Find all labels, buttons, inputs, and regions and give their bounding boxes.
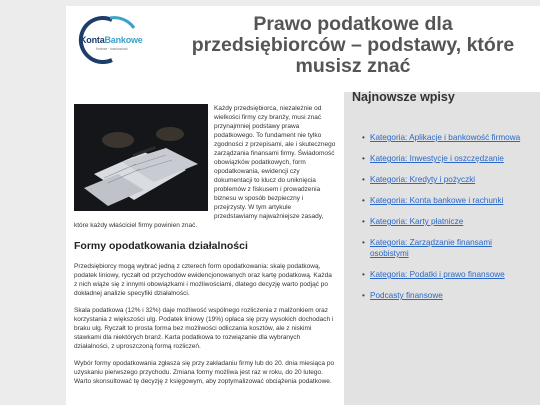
article-paragraph: Skala podatkowa (12% i 32%) daje możliwość wspólnego rozliczenia z małżonkiem oraz korzystania z większości ulg. Podatek liniowy (19%) opłaca się przy wysokich dochodach i braku ulg. Ryczałt to prosta forma bez możliwości odliczania kosztów, ale z niskimi stawkami dla niektórych branż. Karta podatkowa to rozwiązanie dla wybranych działalności, z uproszczoną formą rozliczeń.: [74, 307, 334, 350]
list-item: [344, 269, 540, 280]
bullet-icon: •: [362, 154, 365, 163]
recent-post-link[interactable]: Kategoria: Podatki i prawo finansowe: [370, 270, 505, 279]
article-intro: Każdy przedsiębiorca, niezależnie od wielkości firmy czy branży, musi znać przynajmniej podstawy prawa podatkowego. To fundament nie tylko zgodności z przepisami, ale i skutecznego zarządzania finansami firmy. Świadomość obowiązków podatkowych, form opodatkowania, ewidencji czy dokumentacji to klucz do uniknięcia problemów z fiskusem i prowadzenia biznesu w sposób bezpieczny i przejrzysty. W tym artykule przedstawiamy najważniejsze zasady, które każdy właściciel firmy powinien znać.: [74, 105, 336, 229]
recent-post-link[interactable]: Kategoria: Zarządzanie finansami osobistymi: [370, 238, 492, 258]
recent-post-link[interactable]: Kategoria: Karty płatnicze: [370, 217, 464, 226]
list-item: [344, 174, 540, 185]
list-item: [344, 153, 540, 164]
section-heading: Formy opodatkowania działalności: [74, 240, 248, 252]
list-item: [344, 237, 540, 259]
documents-photo-icon: [74, 104, 208, 211]
site-logo[interactable]: [74, 14, 152, 64]
bullet-icon: •: [362, 196, 365, 205]
article-paragraph: Wybór formy opodatkowania zgłasza się przy zakładaniu firmy lub do 20. dnia miesiąca po uzyskaniu pierwszego przychodu. Zmiana formy możliwa jest raz w roku, do 20 lutego. Warto skonsultować tę decyzję z księgowym, aby zoptymalizować obciążenia podatkowe.: [74, 360, 335, 385]
recent-post-link[interactable]: Kategoria: Aplikacje i bankowość firmowa: [370, 133, 521, 142]
recent-post-link[interactable]: Podcasty finansowe: [370, 291, 443, 300]
sidebar-title: Najnowsze wpisy: [352, 90, 455, 104]
article-paragraph: Przedsiębiorcy mogą wybrać jedną z czterech form opodatkowania: skalę podatkową, podatek liniowy, ryczałt od przychodów ewidencjonowanych oraz kartę podatkową. Każda z nich wiąże się z innymi obowiązkami i możliwościami, dlatego decyzję warto podjąć po dokładnej analizie specyfiki działalności.: [74, 263, 332, 297]
list-item: [344, 195, 540, 206]
article-body: [74, 104, 336, 394]
bullet-icon: •: [362, 238, 365, 247]
bullet-icon: •: [362, 133, 365, 142]
list-item: [344, 290, 540, 301]
logo-subtitle: finanse · bankowość: [96, 47, 128, 51]
list-item: [344, 216, 540, 227]
logo-text: KontaBankowe: [80, 35, 143, 45]
bullet-icon: •: [362, 270, 365, 279]
sidebar: [344, 92, 540, 405]
list-item: [344, 132, 540, 143]
page-title: Prawo podatkowe dla przedsiębiorców – podstawy, które musisz znać: [191, 13, 515, 77]
bullet-icon: •: [362, 217, 365, 226]
recent-post-link[interactable]: Kategoria: Inwestycje i oszczędzanie: [370, 154, 504, 163]
bullet-icon: •: [362, 291, 365, 300]
bullet-icon: •: [362, 175, 365, 184]
recent-post-link[interactable]: Kategoria: Kredyty i pożyczki: [370, 175, 476, 184]
article-hero-image: [74, 104, 208, 211]
recent-post-link[interactable]: Kategoria: Konta bankowe i rachunki: [370, 196, 504, 205]
recent-posts-list: [344, 132, 540, 311]
site-header: [66, 6, 540, 86]
page: [66, 6, 540, 405]
